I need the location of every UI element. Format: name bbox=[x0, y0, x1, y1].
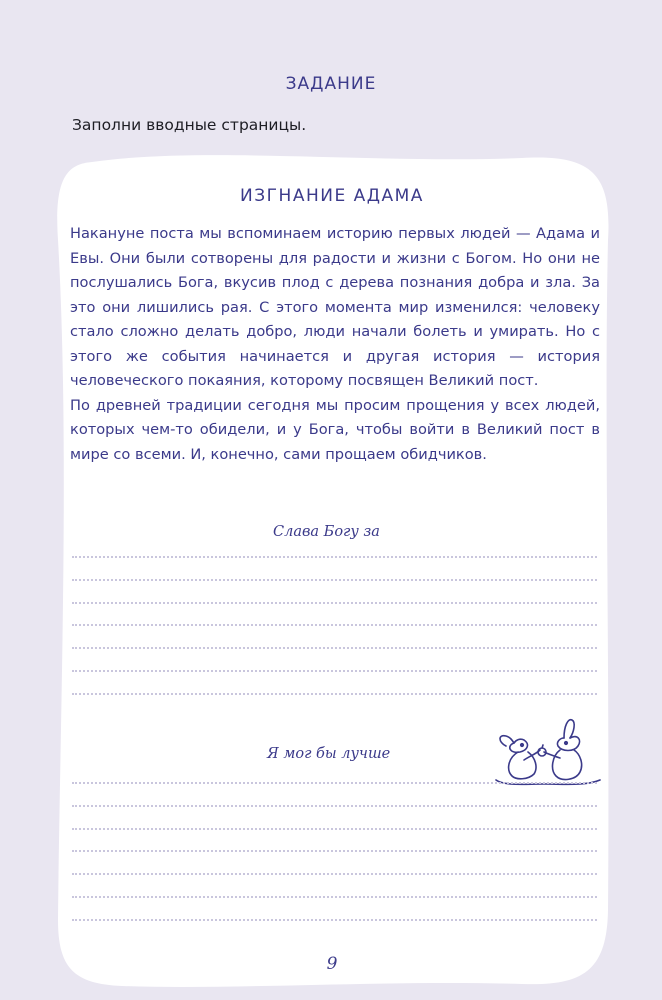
two-bunnies-icon bbox=[494, 716, 604, 788]
thanks-prompt: Слава Богу за bbox=[273, 524, 380, 540]
writing-line[interactable] bbox=[72, 828, 597, 830]
better-writing-lines bbox=[72, 782, 597, 942]
better-prompt: Я мог бы лучше bbox=[267, 746, 391, 762]
task-instruction: Заполни вводные страницы. bbox=[72, 116, 307, 134]
writing-line[interactable] bbox=[72, 624, 597, 626]
page-number: 9 bbox=[326, 954, 338, 974]
writing-line[interactable] bbox=[72, 693, 597, 695]
task-heading: ЗАДАНИЕ bbox=[285, 74, 377, 94]
writing-line[interactable] bbox=[72, 919, 597, 921]
writing-line[interactable] bbox=[72, 556, 597, 558]
writing-line[interactable] bbox=[72, 873, 597, 875]
writing-line[interactable] bbox=[72, 896, 597, 898]
writing-line[interactable] bbox=[72, 670, 597, 672]
story-title: ИЗГНАНИЕ АДАМА bbox=[240, 186, 424, 206]
story-paragraph-1: Накануне поста мы вспоминаем историю первых людей — Адама и Евы. Они были сотворены для радости и жизни с Богом. Но они не послушались Бога, вкусив плод с дерева познания добра и зла. За это они лишились рая. С этого момента мир изменился: человеку стало сложно делать добро, люди начали болеть и умирать. Но с этого же события начинается и другая история — история человеческого покаяния, которому посвящен Великий пост. bbox=[70, 225, 600, 389]
story-paragraph-2: По древней традиции сегодня мы просим прощения у всех людей, которых чем-то обидели, и у Бога, чтобы войти в Великий пост в мире со всеми. И, конечно, сами прощаем обидчиков. bbox=[70, 396, 600, 463]
story-text bbox=[70, 222, 600, 467]
thanks-writing-lines bbox=[72, 556, 597, 716]
content-card bbox=[52, 150, 612, 990]
writing-line[interactable] bbox=[72, 805, 597, 807]
writing-line[interactable] bbox=[72, 850, 597, 852]
writing-line[interactable] bbox=[72, 647, 597, 649]
writing-line[interactable] bbox=[72, 782, 597, 784]
writing-line[interactable] bbox=[72, 602, 597, 604]
writing-line[interactable] bbox=[72, 579, 597, 581]
